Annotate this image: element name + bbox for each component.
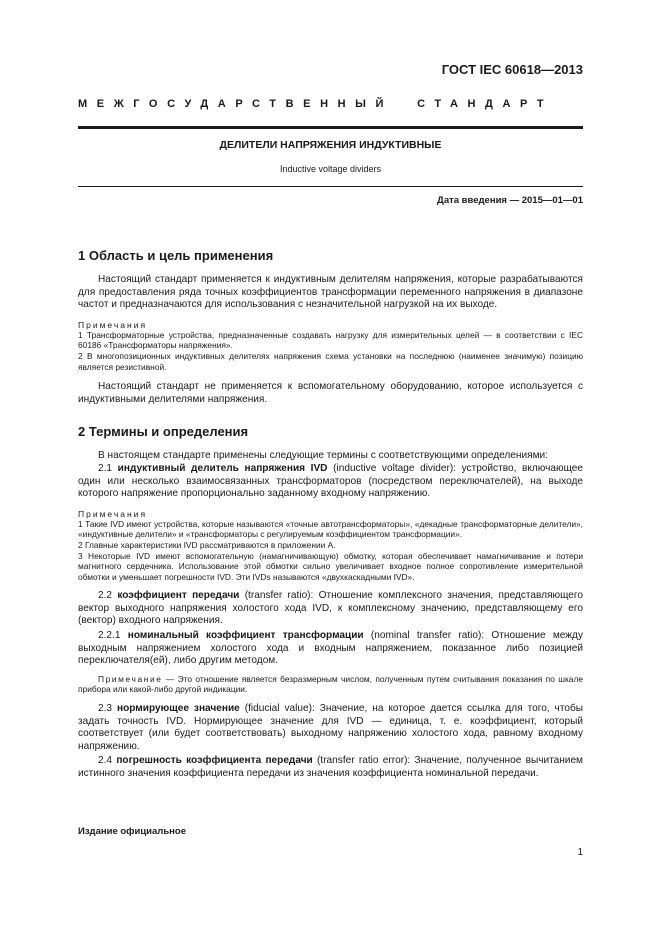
term-2-2 — [78, 590, 583, 628]
interstate-word: МЕЖГОСУДАРСТВЕННЫЙ — [78, 98, 394, 110]
page-number: 1 — [577, 847, 583, 858]
term-name: индуктивный делитель напряжения IVD — [117, 462, 328, 474]
document-title: ДЕЛИТЕЛИ НАПРЯЖЕНИЯ ИНДУКТИВНЫЕ — [219, 139, 442, 151]
section-2-intro: В настоящем стандарте применены следующие термины с соответствующими определениями: — [98, 450, 548, 462]
term-definition: (transfer ratio error): Значение, полученное вычитанием истинного значения коэффициента передачи из значения коэффициента номинальной передачи. — [78, 755, 583, 779]
notes-heading: Примечания — [78, 508, 148, 519]
document-title-english: Inductive voltage dividers — [279, 164, 382, 174]
section-1-paragraph: Настоящий стандарт применяется к индуктивным делителям напряжения, которые разрабатываются для предоставления ряда точных коэффициентов трансформации переменного напряжения в диапазоне частот и предназначаются для использования с незначительной нагрузкой на их выходе. — [78, 274, 583, 311]
header-divider-thin — [78, 186, 583, 187]
official-edition-label: Издание официальное — [78, 826, 186, 837]
term-2-2-1 — [78, 630, 583, 668]
term-definition: (nominal transfer ratio): Отношение между выходным напряжением холостого хода и входным напряжением, показанное либо позицией переключателя(ей), либо другим методом. — [78, 630, 583, 667]
standard-word: СТАНДАРТ — [417, 98, 554, 110]
inline-note — [78, 674, 583, 695]
term-name: коэффициент передачи — [117, 590, 240, 602]
section-1-paragraph: Настоящий стандарт не применяется к вспомогательному оборудованию, которое используется с индуктивными делителями напряжения. — [78, 381, 583, 405]
term-definition: (inductive voltage divider): устройство, включающее один или несколько взаимосвязанных трансформаторов (посредством переключателей), на выходе которого напряжение пропорционально заданному входному напряжению. — [78, 462, 584, 500]
term-2-1 — [78, 463, 583, 501]
term-name: нормирующее значение — [117, 703, 240, 715]
note-label: Примечание — [98, 673, 163, 684]
term-number: 2.3 — [98, 703, 113, 715]
section-1-heading: 1 Область и цель применения — [78, 248, 274, 263]
term-number: 2.2 — [98, 590, 113, 602]
note-text: — Это отношение является безразмерным числом, полученным путем считывания показания по шкале прибора или какой-либо другой индикации. — [78, 673, 583, 695]
term-number: 2.1 — [98, 462, 113, 474]
note-item: 1 Такие IVD имеют устройства, которые называются «точные автотрансформаторы», «декадные трансформаторные делители», «индуктивные делители» и «трансформаторы с регулируемым коэффициентом трансформации». — [78, 518, 583, 540]
term-definition: (transfer ratio): Отношение комплексного значения, представляющего вектор выходного напряжения холостого хода IVD, к комплексному значению, представляющему его (вектор) входного напряжения. — [78, 590, 583, 627]
note-item: 2 Главные характеристики IVD рассматриваются в приложении А. — [78, 539, 336, 550]
introduction-date: Дата введения — 2015—01—01 — [437, 195, 583, 206]
document-body — [78, 248, 583, 781]
term-2-3 — [78, 703, 583, 753]
notes-heading: Примечания — [78, 319, 148, 330]
header-divider-thick — [78, 126, 583, 129]
term-definition: (fiducial value): Значение, на которое дается ссылка для того, чтобы задать точность IVD. Нормирующее значение для IVD — единица, т. е. коэффициент, который соответствует (или будет соответствовать) выходному напряжению холостого хода, равному входному напряжению. — [78, 703, 583, 752]
term-name: погрешность коэффициента передачи — [116, 755, 313, 767]
note-item: 1 Трансформаторные устройства, предназначенные создавать нагрузку для измерительных целей — в соответствии с IEC 60186 «Трансформаторы напряжения». — [78, 329, 583, 351]
section-2-heading: 2 Термины и определения — [78, 424, 249, 440]
term-number: 2.2.1 — [98, 630, 121, 642]
interstate-standard-label — [78, 98, 583, 110]
note-item: 3 Некоторые IVD имеют вспомогательную (намагничивающую) обмотку, которая обеспечивает намагничивание и потери магнитного сердечника. Использование этой обмотки сильно увеличивает входное полное сопротивление измерительной обмотки и уменьшает погрешности IVD. Эти IVDs называются «двухкаскадными IVD». — [78, 550, 583, 582]
term-number: 2.4 — [98, 755, 113, 767]
term-name: номинальный коэффициент трансформации — [127, 630, 364, 642]
term-2-4 — [78, 755, 583, 780]
note-item: 2 В многопозиционных индуктивных делителях напряжения схема установки на последнюю (наименее значимую) позицию является резистивной. — [78, 350, 583, 372]
standard-number: ГОСТ IEC 60618—2013 — [441, 62, 583, 77]
